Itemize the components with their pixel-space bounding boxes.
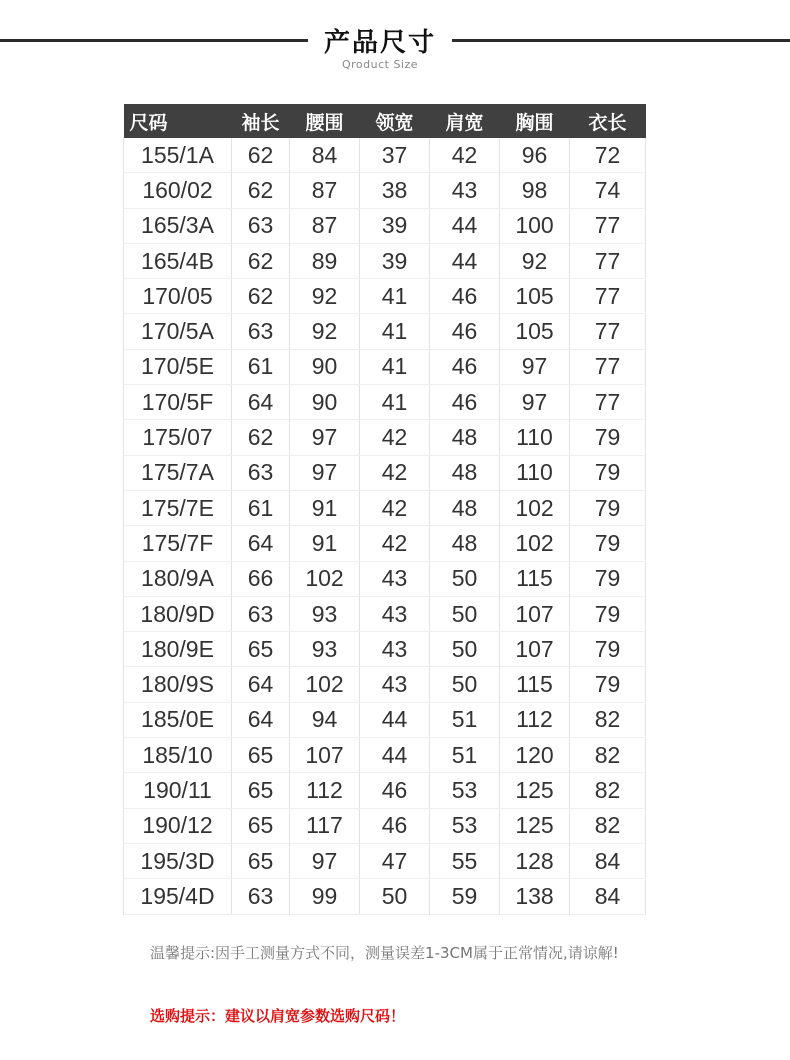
measurement-cell: 39	[360, 243, 430, 278]
measurement-cell: 77	[570, 385, 646, 420]
measurement-cell: 79	[570, 490, 646, 525]
measurement-cell: 128	[500, 843, 570, 878]
measurement-cell: 65	[232, 808, 290, 843]
table-row	[124, 243, 646, 278]
table-row	[124, 596, 646, 631]
table-row	[124, 879, 646, 914]
measurement-note: 温馨提示:因手工测量方式不同，测量误差1-3CM属于正常情况,请谅解!	[150, 944, 619, 962]
measurement-cell: 107	[290, 738, 360, 773]
measurement-cell: 64	[232, 667, 290, 702]
measurement-cell: 48	[430, 490, 500, 525]
size-cell: 175/7F	[124, 526, 232, 561]
column-header: 肩宽	[430, 104, 500, 138]
table-row	[124, 385, 646, 420]
measurement-cell: 55	[430, 843, 500, 878]
table-row	[124, 349, 646, 384]
measurement-cell: 50	[430, 667, 500, 702]
measurement-cell: 72	[570, 138, 646, 173]
size-cell: 180/9S	[124, 667, 232, 702]
measurement-cell: 46	[430, 349, 500, 384]
table-row	[124, 490, 646, 525]
measurement-cell: 51	[430, 702, 500, 737]
size-cell: 155/1A	[124, 138, 232, 173]
measurement-cell: 62	[232, 138, 290, 173]
measurement-cell: 63	[232, 314, 290, 349]
measurement-cell: 97	[500, 349, 570, 384]
measurement-cell: 46	[430, 279, 500, 314]
measurement-cell: 79	[570, 526, 646, 561]
measurement-cell: 61	[232, 490, 290, 525]
measurement-cell: 77	[570, 279, 646, 314]
measurement-cell: 93	[290, 596, 360, 631]
table-row	[124, 526, 646, 561]
column-header: 衣长	[570, 104, 646, 138]
size-cell: 190/11	[124, 773, 232, 808]
measurement-cell: 125	[500, 773, 570, 808]
size-cell: 185/10	[124, 738, 232, 773]
measurement-cell: 41	[360, 385, 430, 420]
measurement-cell: 46	[360, 808, 430, 843]
measurement-cell: 91	[290, 526, 360, 561]
table-row	[124, 561, 646, 596]
measurement-cell: 115	[500, 667, 570, 702]
measurement-cell: 43	[360, 561, 430, 596]
size-table	[123, 104, 646, 915]
measurement-cell: 97	[290, 420, 360, 455]
measurement-cell: 65	[232, 843, 290, 878]
measurement-cell: 62	[232, 420, 290, 455]
column-header: 尺码	[124, 104, 232, 138]
column-header: 领宽	[360, 104, 430, 138]
size-cell: 175/7A	[124, 455, 232, 490]
measurement-cell: 97	[290, 843, 360, 878]
measurement-cell: 102	[290, 561, 360, 596]
measurement-cell: 46	[360, 773, 430, 808]
page-title: 产品尺寸	[323, 28, 436, 58]
table-row	[124, 773, 646, 808]
measurement-cell: 89	[290, 243, 360, 278]
measurement-cell: 82	[570, 702, 646, 737]
measurement-cell: 42	[360, 526, 430, 561]
table-row	[124, 455, 646, 490]
size-cell: 195/3D	[124, 843, 232, 878]
measurement-cell: 63	[232, 879, 290, 914]
measurement-cell: 64	[232, 526, 290, 561]
measurement-cell: 53	[430, 808, 500, 843]
measurement-cell: 42	[360, 455, 430, 490]
size-cell: 195/4D	[124, 879, 232, 914]
measurement-cell: 77	[570, 349, 646, 384]
measurement-cell: 91	[290, 490, 360, 525]
table-row	[124, 667, 646, 702]
measurement-cell: 92	[290, 314, 360, 349]
table-row	[124, 843, 646, 878]
measurement-cell: 44	[360, 738, 430, 773]
measurement-cell: 93	[290, 632, 360, 667]
table-row	[124, 702, 646, 737]
measurement-cell: 77	[570, 314, 646, 349]
measurement-cell: 79	[570, 667, 646, 702]
measurement-cell: 39	[360, 208, 430, 243]
measurement-cell: 59	[430, 879, 500, 914]
measurement-cell: 50	[430, 561, 500, 596]
measurement-cell: 65	[232, 773, 290, 808]
measurement-cell: 41	[360, 314, 430, 349]
header-row	[124, 104, 646, 138]
measurement-cell: 102	[500, 490, 570, 525]
measurement-cell: 43	[360, 632, 430, 667]
size-cell: 165/4B	[124, 243, 232, 278]
measurement-cell: 84	[570, 843, 646, 878]
size-cell: 180/9A	[124, 561, 232, 596]
measurement-cell: 94	[290, 702, 360, 737]
measurement-cell: 115	[500, 561, 570, 596]
measurement-cell: 50	[430, 632, 500, 667]
measurement-cell: 112	[290, 773, 360, 808]
title-divider-right	[452, 39, 790, 42]
measurement-cell: 53	[430, 773, 500, 808]
size-cell: 185/0E	[124, 702, 232, 737]
column-header: 胸围	[500, 104, 570, 138]
measurement-cell: 107	[500, 596, 570, 631]
measurement-cell: 105	[500, 314, 570, 349]
size-cell: 170/5A	[124, 314, 232, 349]
size-cell: 160/02	[124, 173, 232, 208]
measurement-cell: 61	[232, 349, 290, 384]
page-subtitle: Qroduct Size	[341, 58, 419, 71]
table-row	[124, 208, 646, 243]
measurement-cell: 62	[232, 279, 290, 314]
measurement-cell: 65	[232, 632, 290, 667]
measurement-cell: 77	[570, 243, 646, 278]
size-table-header	[124, 104, 646, 138]
table-row	[124, 279, 646, 314]
measurement-cell: 46	[430, 314, 500, 349]
measurement-cell: 42	[360, 420, 430, 455]
measurement-cell: 102	[290, 667, 360, 702]
measurement-cell: 98	[500, 173, 570, 208]
size-cell: 175/7E	[124, 490, 232, 525]
column-header: 腰围	[290, 104, 360, 138]
size-table-body	[124, 138, 646, 914]
section-title	[0, 18, 790, 78]
measurement-cell: 120	[500, 738, 570, 773]
table-row	[124, 173, 646, 208]
measurement-cell: 43	[360, 596, 430, 631]
table-row	[124, 314, 646, 349]
measurement-cell: 63	[232, 596, 290, 631]
measurement-cell: 82	[570, 738, 646, 773]
purchase-tip: 选购提示：建议以肩宽参数选购尺码！	[150, 1007, 406, 1025]
measurement-cell: 90	[290, 385, 360, 420]
measurement-cell: 48	[430, 420, 500, 455]
measurement-cell: 82	[570, 808, 646, 843]
measurement-cell: 66	[232, 561, 290, 596]
measurement-cell: 79	[570, 420, 646, 455]
measurement-cell: 107	[500, 632, 570, 667]
column-header: 袖长	[232, 104, 290, 138]
measurement-cell: 102	[500, 526, 570, 561]
measurement-cell: 64	[232, 385, 290, 420]
measurement-cell: 63	[232, 208, 290, 243]
title-divider-left	[0, 39, 308, 42]
measurement-cell: 50	[430, 596, 500, 631]
measurement-cell: 51	[430, 738, 500, 773]
measurement-cell: 92	[290, 279, 360, 314]
measurement-cell: 110	[500, 455, 570, 490]
measurement-cell: 79	[570, 596, 646, 631]
measurement-cell: 43	[430, 173, 500, 208]
measurement-cell: 47	[360, 843, 430, 878]
measurement-cell: 46	[430, 385, 500, 420]
measurement-cell: 50	[360, 879, 430, 914]
measurement-cell: 74	[570, 173, 646, 208]
measurement-cell: 97	[290, 455, 360, 490]
size-cell: 180/9D	[124, 596, 232, 631]
measurement-cell: 62	[232, 173, 290, 208]
measurement-cell: 79	[570, 561, 646, 596]
measurement-cell: 44	[360, 702, 430, 737]
measurement-cell: 48	[430, 455, 500, 490]
measurement-cell: 138	[500, 879, 570, 914]
table-row	[124, 138, 646, 173]
measurement-cell: 37	[360, 138, 430, 173]
measurement-cell: 105	[500, 279, 570, 314]
measurement-cell: 44	[430, 208, 500, 243]
size-cell: 170/5F	[124, 385, 232, 420]
measurement-cell: 62	[232, 243, 290, 278]
measurement-cell: 77	[570, 208, 646, 243]
measurement-cell: 112	[500, 702, 570, 737]
measurement-cell: 110	[500, 420, 570, 455]
measurement-cell: 38	[360, 173, 430, 208]
measurement-cell: 79	[570, 455, 646, 490]
measurement-cell: 41	[360, 349, 430, 384]
measurement-cell: 84	[290, 138, 360, 173]
table-row	[124, 808, 646, 843]
measurement-cell: 65	[232, 738, 290, 773]
size-cell: 170/05	[124, 279, 232, 314]
measurement-cell: 82	[570, 773, 646, 808]
measurement-cell: 48	[430, 526, 500, 561]
measurement-cell: 42	[430, 138, 500, 173]
table-row	[124, 632, 646, 667]
measurement-cell: 96	[500, 138, 570, 173]
table-row	[124, 420, 646, 455]
measurement-cell: 87	[290, 173, 360, 208]
size-cell: 175/07	[124, 420, 232, 455]
measurement-cell: 125	[500, 808, 570, 843]
measurement-cell: 44	[430, 243, 500, 278]
size-cell: 165/3A	[124, 208, 232, 243]
measurement-cell: 117	[290, 808, 360, 843]
measurement-cell: 97	[500, 385, 570, 420]
measurement-cell: 41	[360, 279, 430, 314]
measurement-cell: 79	[570, 632, 646, 667]
size-cell: 170/5E	[124, 349, 232, 384]
measurement-cell: 84	[570, 879, 646, 914]
table-row	[124, 738, 646, 773]
measurement-cell: 64	[232, 702, 290, 737]
measurement-cell: 100	[500, 208, 570, 243]
measurement-cell: 92	[500, 243, 570, 278]
measurement-cell: 99	[290, 879, 360, 914]
size-cell: 180/9E	[124, 632, 232, 667]
measurement-cell: 90	[290, 349, 360, 384]
measurement-cell: 42	[360, 490, 430, 525]
measurement-cell: 87	[290, 208, 360, 243]
measurement-cell: 63	[232, 455, 290, 490]
measurement-cell: 43	[360, 667, 430, 702]
size-cell: 190/12	[124, 808, 232, 843]
